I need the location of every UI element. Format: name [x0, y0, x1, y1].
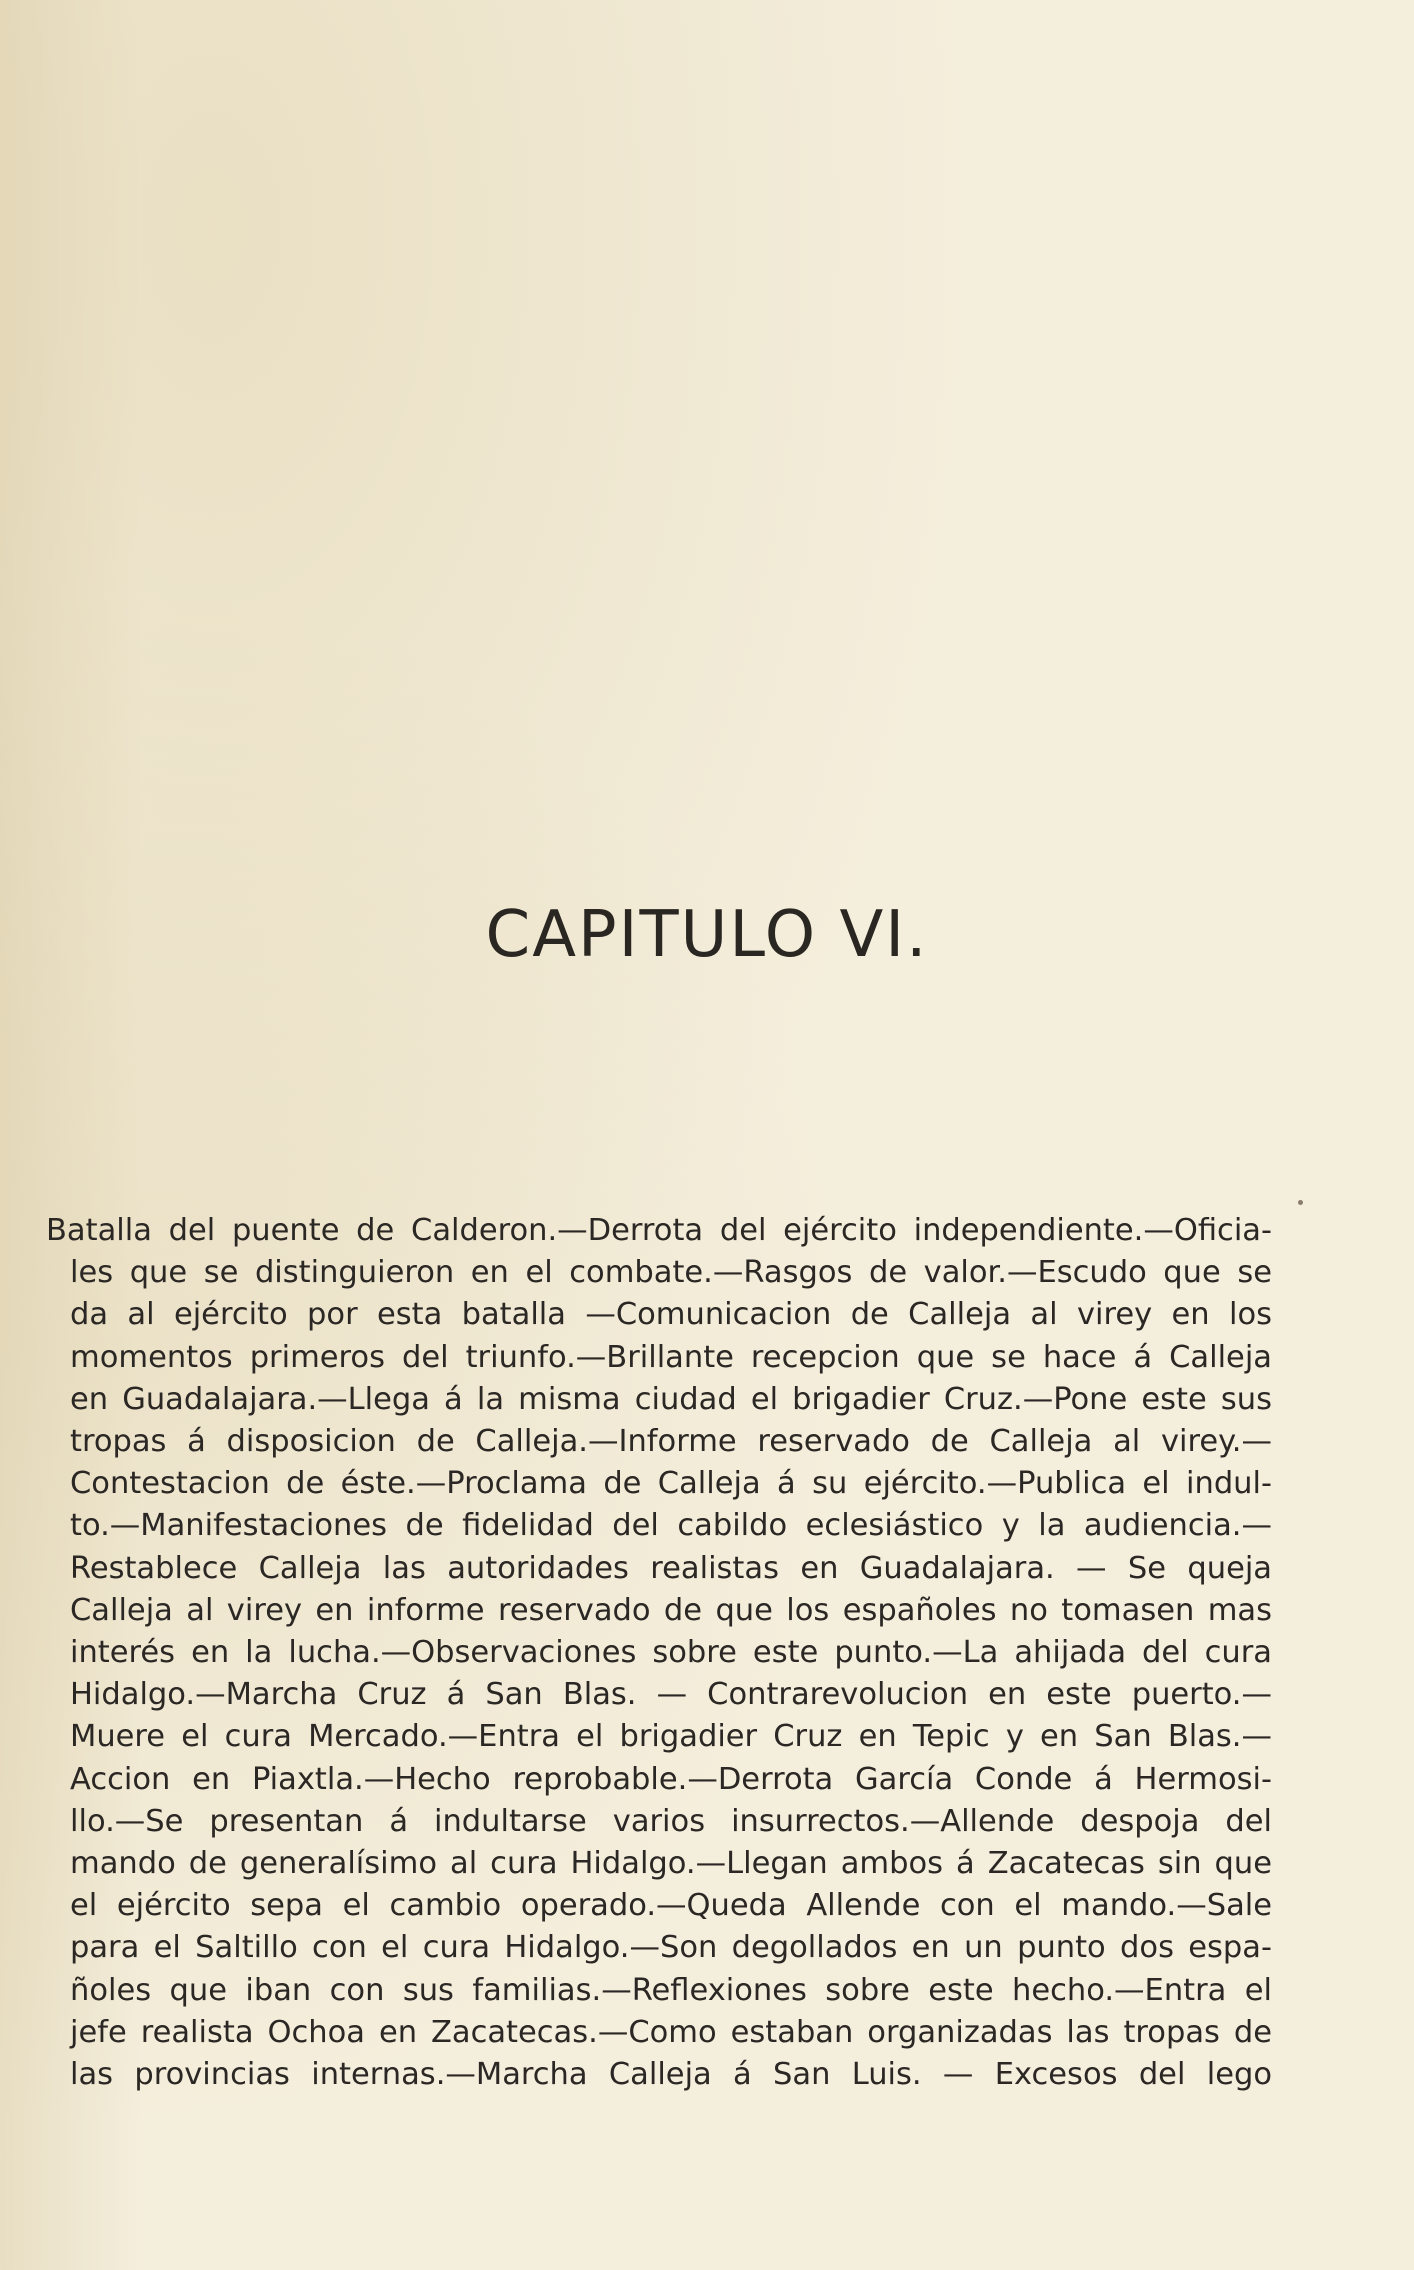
summary-line: Contestacion de éste.—Proclama de Calleja á su ejército.—Publica el indul-	[70, 1466, 1272, 1502]
summary-line: en Guadalajara.—Llega á la misma ciudad el brigadier Cruz.—Pone este sus	[70, 1381, 1272, 1417]
summary-line: Muere el cura Mercado.—Entra el brigadier Cruz en Tepic y en San Blas.—	[70, 1719, 1272, 1755]
summary-line: Batalla del puente de Calderon.—Derrota del ejército independiente.—Oficia-	[46, 1213, 1272, 1248]
chapter-title: CAPITULO VI.	[485, 898, 929, 972]
ink-speck	[1298, 1200, 1303, 1205]
summary-line: Calleja al virey en informe reservado de que los españoles no tomasen mas	[70, 1592, 1272, 1628]
summary-line: interés en la lucha.—Observaciones sobre este punto.—La ahijada del cura	[70, 1635, 1272, 1671]
chapter-summary	[46, 1210, 1272, 2096]
summary-line: para el Saltillo con el cura Hidalgo.—Son degollados en un punto dos espa-	[70, 1930, 1272, 1966]
summary-line: Accion en Piaxtla.—Hecho reprobable.—Derrota García Conde á Hermosi-	[70, 1761, 1272, 1797]
summary-line: las provincias internas.—Marcha Calleja á San Luis. — Excesos del lego	[70, 2057, 1272, 2093]
summary-line: el ejército sepa el cambio operado.—Queda Allende con el mando.—Sale	[70, 1888, 1272, 1924]
summary-line: ñoles que iban con sus familias.—Reflexiones sobre este hecho.—Entra el	[70, 1972, 1272, 2008]
summary-line: Restablece Calleja las autoridades realistas en Guadalajara. — Se queja	[70, 1550, 1272, 1586]
summary-line: Hidalgo.—Marcha Cruz á San Blas. — Contrarevolucion en este puerto.—	[70, 1677, 1272, 1713]
summary-line: tropas á disposicion de Calleja.—Informe reservado de Calleja al virey.—	[70, 1424, 1272, 1460]
summary-line: jefe realista Ochoa en Zacatecas.—Como estaban organizadas las tropas de	[70, 2014, 1272, 2050]
summary-line: llo.—Se presentan á indultarse varios insurrectos.—Allende despoja del	[70, 1803, 1272, 1839]
summary-line: les que se distinguieron en el combate.—Rasgos de valor.—Escudo que se	[70, 1255, 1272, 1291]
summary-line: mando de generalísimo al cura Hidalgo.—Llegan ambos á Zacatecas sin que	[70, 1846, 1272, 1882]
summary-line: da al ejército por esta batalla —Comunicacion de Calleja al virey en los	[70, 1297, 1272, 1333]
bleed-through-text	[30, 40, 1370, 1040]
summary-line: momentos primeros del triunfo.—Brillante recepcion que se hace á Calleja	[70, 1339, 1272, 1375]
summary-line: to.—Manifestaciones de fidelidad del cabildo eclesiástico y la audiencia.—	[70, 1508, 1272, 1544]
